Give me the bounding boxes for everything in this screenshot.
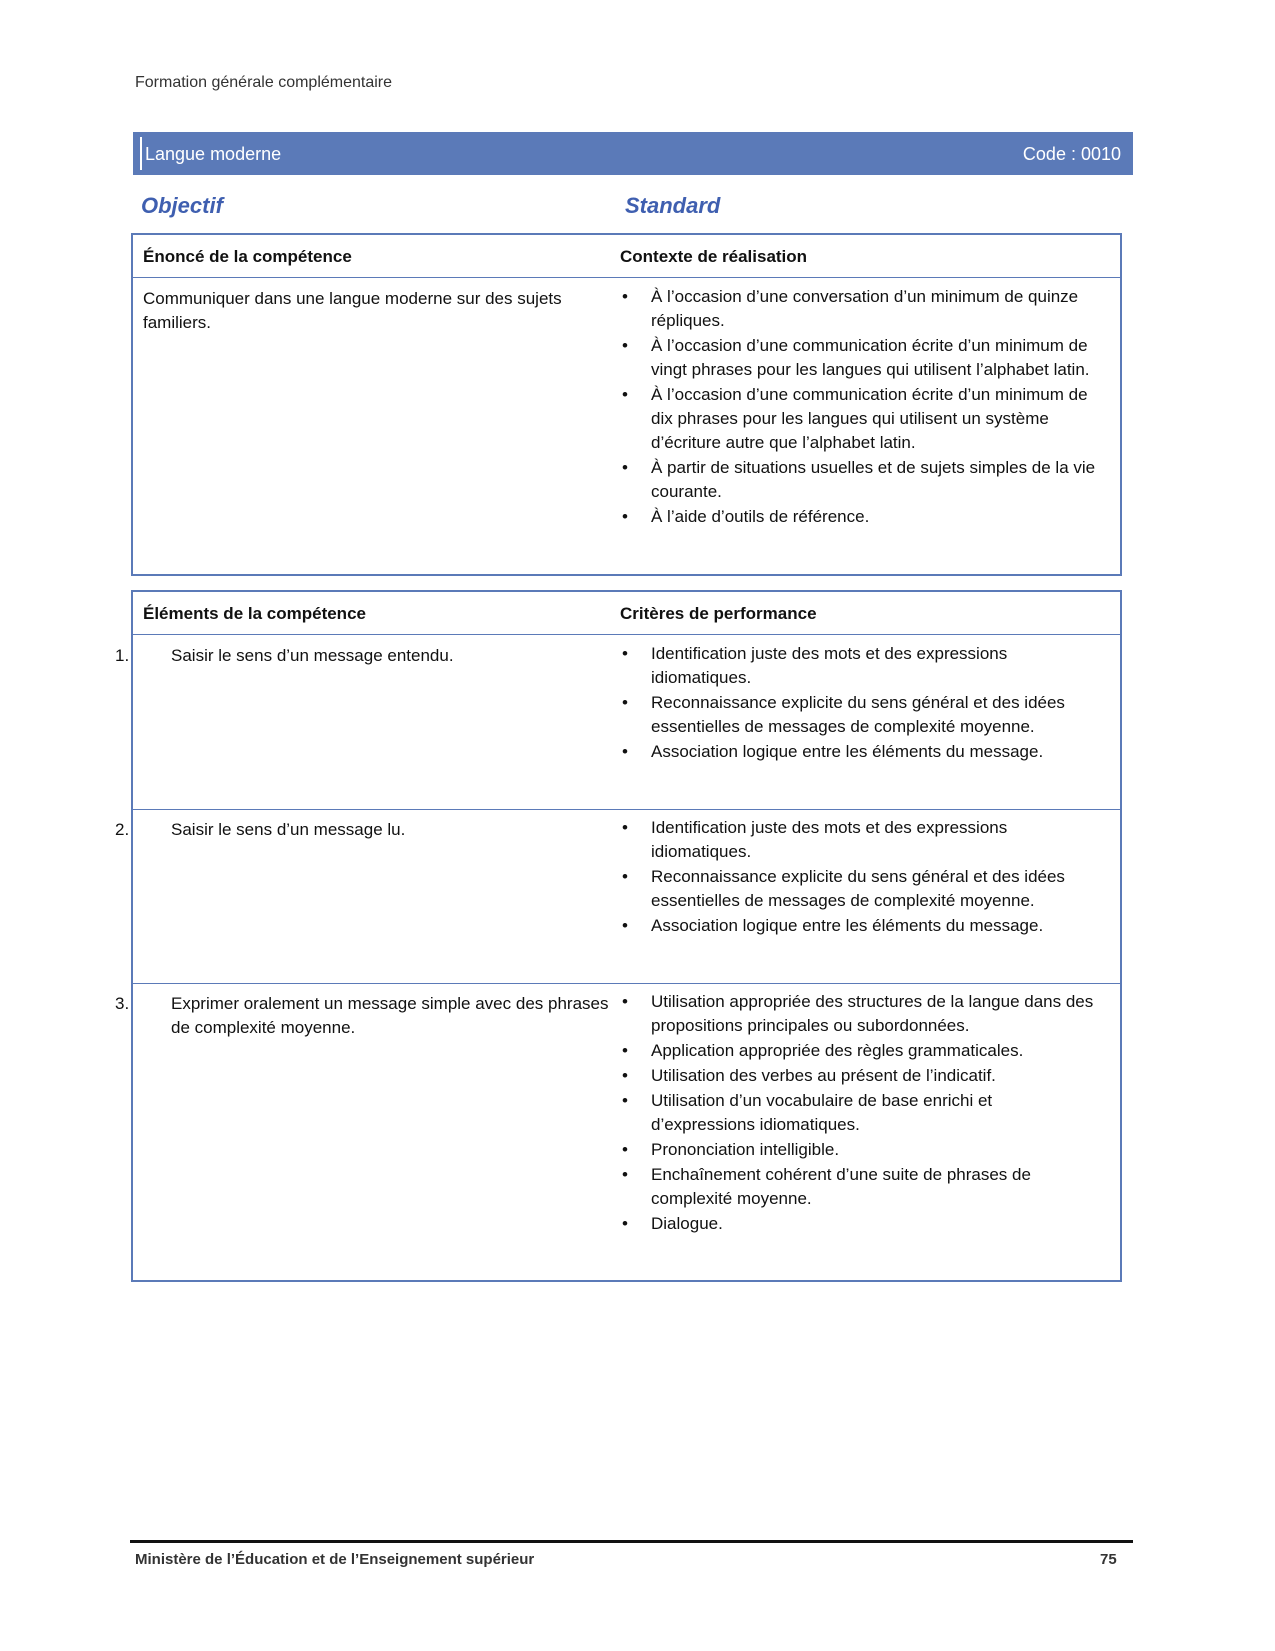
criterion: • Prononciation intelligible. — [620, 1138, 1100, 1162]
element-text: 3. Exprimer oralement un message simple avec des phrases de complexité moyenne. — [115, 994, 609, 1037]
context-item: • À l’occasion d’une communication écrite d’un minimum de dix phrases pour les langues qui utilisent un système d’écriture autre que l’alphabet latin. — [620, 383, 1100, 455]
elements-header: Éléments de la compétence — [143, 604, 366, 623]
element-row — [115, 984, 1120, 1278]
criterion: • Identification juste des mots et des expressions idiomatiques. — [620, 816, 1100, 864]
criteria-list — [620, 990, 1100, 1237]
element-row — [115, 636, 1120, 810]
running-header: Formation générale complémentaire — [135, 74, 393, 91]
footer-rule — [130, 1540, 1133, 1543]
footer-publisher: Ministère de l’Éducation et de l’Enseignement supérieur — [135, 1551, 535, 1568]
criterion: • Utilisation appropriée des structures de la langue dans des propositions principales ou subordonnées. — [620, 990, 1100, 1038]
criteria-list — [620, 642, 1100, 765]
competence-statement: Communiquer dans une langue moderne sur des sujets familiers. — [143, 289, 562, 332]
context-item: • À l’occasion d’une communication écrite d’un minimum de vingt phrases pour les langues qui utilisent l’alphabet latin. — [620, 334, 1100, 382]
criterion: • Identification juste des mots et des expressions idiomatiques. — [620, 642, 1100, 690]
elements-table — [115, 590, 1122, 1282]
elements-table-header — [133, 592, 1120, 635]
element-text: 2. Saisir le sens d’un message lu. — [115, 820, 406, 839]
criterion: • Dialogue. — [620, 1212, 1100, 1236]
course-title-bar — [133, 132, 1133, 175]
title-bar-accent — [140, 137, 142, 170]
element-text: 1. Saisir le sens d’un message entendu. — [115, 646, 454, 665]
competence-table — [131, 233, 1122, 576]
criterion: • Reconnaissance explicite du sens général et des idées essentielles de messages de complexité moyenne. — [620, 691, 1100, 739]
criterion: • Enchaînement cohérent d’une suite de phrases de complexité moyenne. — [620, 1163, 1100, 1211]
standard-label: Standard — [625, 193, 721, 218]
criterion: • Association logique entre les éléments du message. — [620, 914, 1100, 938]
competence-statement-header: Énoncé de la compétence — [143, 247, 352, 266]
page-number: 75 — [1100, 1551, 1117, 1568]
context-item: • À l’occasion d’une conversation d’un minimum de quinze répliques. — [620, 285, 1100, 333]
criterion: • Reconnaissance explicite du sens général et des idées essentielles de messages de complexité moyenne. — [620, 865, 1100, 913]
criterion: • Application appropriée des règles grammaticales. — [620, 1039, 1100, 1063]
course-name: Langue moderne — [145, 144, 282, 164]
criterion: • Utilisation des verbes au présent de l’indicatif. — [620, 1064, 1100, 1088]
criteria-header: Critères de performance — [620, 604, 817, 623]
competence-table-header — [133, 235, 1120, 278]
element-row — [115, 810, 1120, 984]
criterion: • Association logique entre les éléments du message. — [620, 740, 1100, 764]
context-item: • À l’aide d’outils de référence. — [620, 505, 1100, 529]
objectif-label: Objectif — [141, 193, 223, 218]
context-item: • À partir de situations usuelles et de sujets simples de la vie courante. — [620, 456, 1100, 504]
criteria-list — [620, 816, 1100, 939]
context-header: Contexte de réalisation — [620, 247, 808, 266]
course-code: Code : 0010 — [1022, 144, 1121, 164]
criterion: • Utilisation d’un vocabulaire de base enrichi et d’expressions idiomatiques. — [620, 1089, 1100, 1137]
context-list — [620, 285, 1100, 530]
